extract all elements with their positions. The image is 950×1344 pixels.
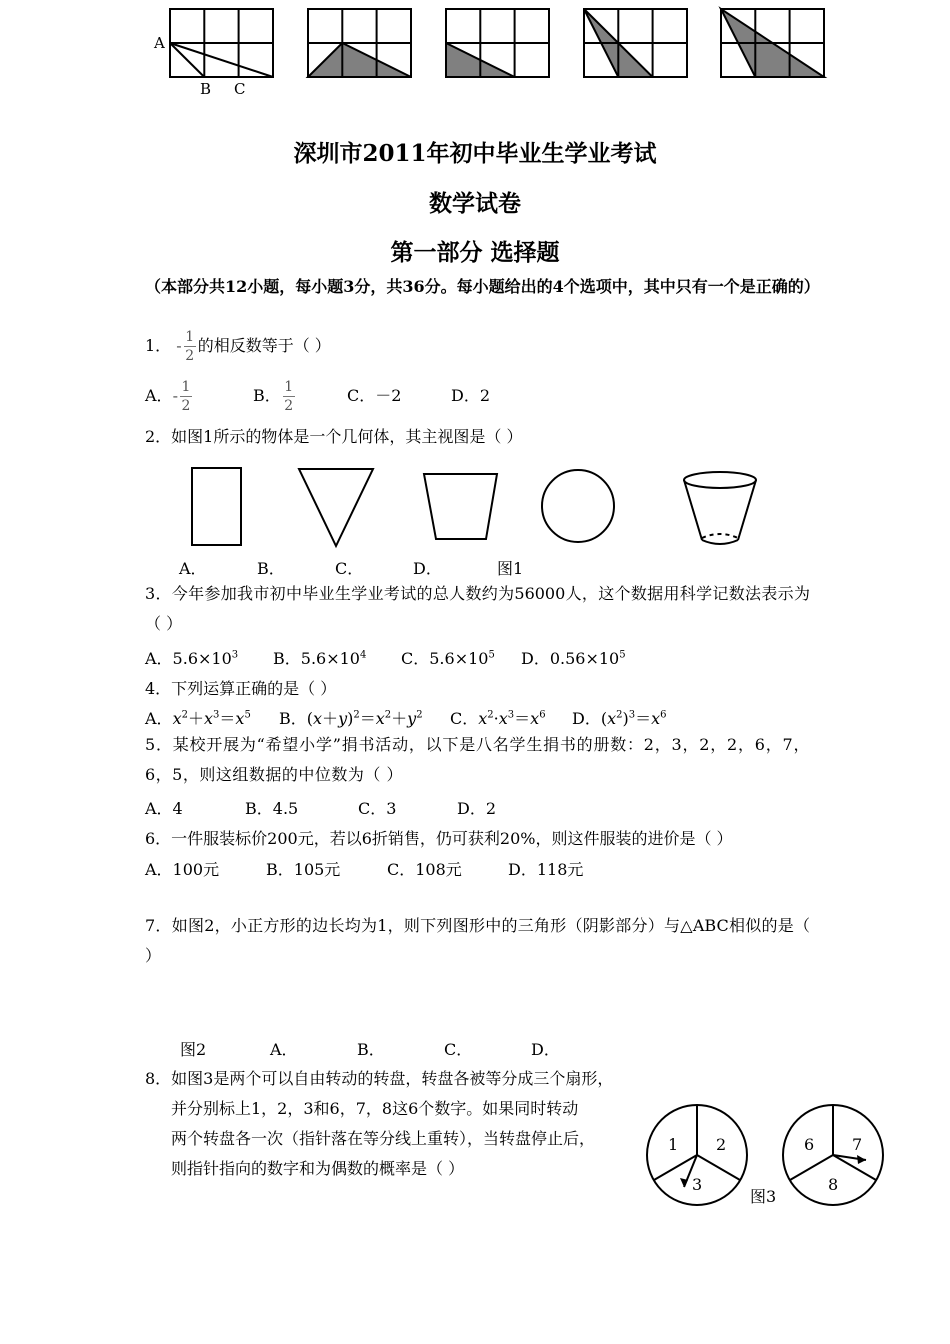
option-trapezoid — [424, 474, 497, 539]
option-b: B．$5.6\times 10^4$ — [273, 649, 367, 668]
option-d: D．$(x^2)^3=x^6$ — [572, 709, 667, 728]
question-6: 6．一件服装标价200元，若以6折销售，仍可获利20%，则这件服装的进价是（ ） — [145, 829, 733, 848]
question-4: 4．下列运算正确的是（ ） — [145, 679, 337, 698]
option-b: B．$(x+y)^2=x^2+y^2$ — [279, 709, 423, 728]
option-d: D．2 — [451, 386, 491, 405]
question-8-line-4: 则指针指向的数字和为偶数的概率是（ ） — [171, 1159, 465, 1178]
option-a: A．$x^2+x^3=x^5$ — [145, 709, 251, 728]
grid-option-b — [446, 9, 549, 77]
question-3-options — [145, 646, 626, 669]
question-2: 2．如图1所示的物体是一个几何体，其主视图是（ ） — [145, 427, 523, 446]
point-b-label: B — [200, 80, 212, 98]
grid-option-d — [721, 9, 824, 77]
svg-text:8: 8 — [828, 1175, 839, 1194]
question-1-options — [145, 378, 490, 415]
option-c: C．－2 — [347, 386, 402, 405]
fraction-half: $\frac{1}{2}$ — [185, 329, 195, 364]
figure-3-label: 图3 — [750, 1187, 777, 1206]
grid-option-a — [308, 9, 411, 77]
question-8-line-2: 并分别标上1，2，3和6，7，8这6个数字。如果同时转动 — [171, 1099, 579, 1118]
point-c-label: C — [234, 80, 246, 98]
grid-abc — [170, 9, 273, 77]
question-7: 7．如图2，小正方形的边长均为1，则下列图形中的三角形（阴影部分）与△ABC相似的是（ ） — [145, 916, 810, 965]
question-5: 5．某校开展为“希望小学”捐书活动，以下是八名学生捐书的册数：2，3，2，2，6，7，6，5，则这组数据的中位数为（ ） — [145, 735, 810, 784]
option-circle — [542, 470, 614, 542]
spinner-right — [783, 1105, 883, 1205]
svg-text:6: 6 — [804, 1135, 815, 1154]
exam-subject: 数学试卷 — [429, 190, 521, 217]
question-8-line-1: 8．如图3是两个可以自由转动的转盘，转盘各被等分成三个扇形， — [145, 1069, 614, 1088]
figure-1-label: 图1 — [497, 559, 524, 578]
question-1: 1． - $\frac{1}{2}$ 的相反数等于（ ） — [145, 329, 331, 364]
question-2-labels: A． B． C． D． 图1 — [179, 556, 523, 579]
svg-text:3: 3 — [692, 1175, 703, 1194]
exam-title: 深圳市2011年初中毕业生学业考试 — [293, 140, 657, 167]
figure-3-spinners — [640, 1098, 900, 1213]
option-d: D．$0.56\times 10^5$ — [521, 649, 626, 668]
option-b: B． $\frac{1}{2}$ — [253, 379, 294, 414]
question-8-line-3: 两个转盘各一次（指针落在等分线上重转），当转盘停止后， — [171, 1129, 596, 1148]
question-5-options: A．4 B．4.5 C．3 D．2 — [145, 799, 497, 818]
option-a: A．- $\frac{1}{2}$ — [145, 379, 191, 414]
point-a-label: A — [154, 34, 165, 52]
section-note: （本部分共12小题，每小题3分，共36分。每小题给出的4个选项中，其中只有一个是正确的） — [145, 277, 820, 296]
question-7-labels: 图2 A． B． C． D． — [180, 1040, 560, 1059]
cup-figure — [684, 472, 756, 544]
option-c: C．$5.6\times 10^5$ — [401, 649, 495, 668]
question-3: 3．今年参加我市初中毕业生学业考试的总人数约为56000人，这个数据用科学记数法表示为（ ） — [145, 584, 810, 633]
svg-text:2: 2 — [716, 1135, 727, 1154]
svg-text:1: 1 — [668, 1135, 679, 1154]
option-rectangle — [192, 468, 241, 545]
question-4-options — [145, 706, 667, 729]
section-title: 第一部分 选择题 — [390, 239, 560, 266]
grid-option-c — [584, 9, 687, 77]
question-2-figures — [170, 462, 790, 554]
spinner-left — [647, 1105, 747, 1205]
option-c: C．$x^2\cdot x^3=x^6$ — [450, 709, 546, 728]
figure-2-grids — [150, 0, 840, 100]
option-a: A．$5.6\times 10^3$ — [145, 649, 239, 668]
question-6-options: A．100元 B．105元 C．108元 D．118元 — [145, 860, 584, 879]
option-triangle — [299, 469, 373, 546]
svg-text:7: 7 — [852, 1135, 863, 1154]
